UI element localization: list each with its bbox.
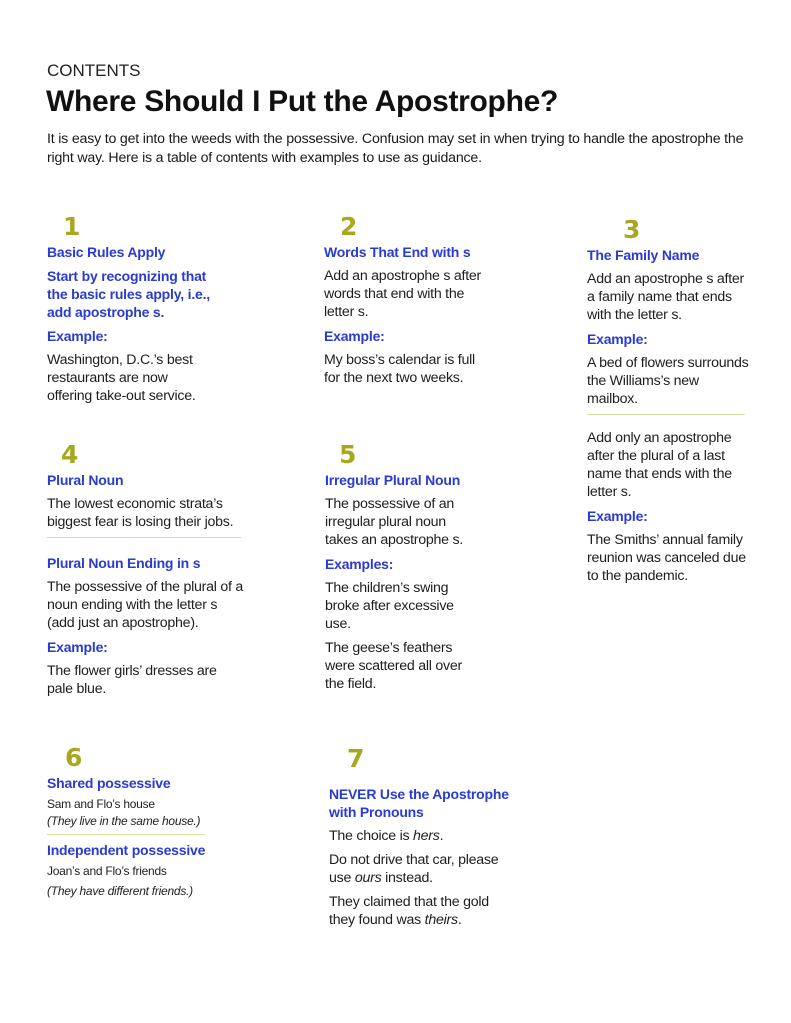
- section-number: 4: [61, 440, 79, 469]
- example-text: Sam and Flo’s house: [47, 797, 155, 811]
- text: instead.: [381, 870, 433, 886]
- section-heading-2: Independent possessive: [47, 842, 206, 858]
- emphasis: hers: [413, 828, 440, 844]
- kicker: CONTENTS: [47, 61, 141, 80]
- section-body: The lowest economic strata’s biggest fear is losing their jobs.: [47, 496, 234, 530]
- section-body-2: The possessive of the plural of a noun ending with the letter s (add just an apostrophe).: [47, 579, 244, 631]
- example-text: A bed of flowers surrounds the Williams’s new mailbox.: [587, 355, 749, 407]
- example-label: Example:: [47, 639, 108, 655]
- pronoun-example-2: [329, 851, 504, 887]
- text: Do not drive that car, please use: [329, 852, 499, 886]
- section-body: Add an apostrophe s after a family name that ends with the letter s.: [587, 271, 745, 323]
- text: .: [439, 828, 444, 844]
- section-heading: Words That End with s: [324, 244, 471, 260]
- section-heading: NEVER Use the Apostrophe with Pronouns: [329, 786, 509, 820]
- example-note: (They live in the same house.): [47, 814, 201, 828]
- section-2: [324, 214, 494, 393]
- example-label: Example:: [324, 328, 385, 344]
- section-body: Add an apostrophe s after words that end with the letter s.: [324, 268, 482, 320]
- example-text: Washington, D.C.’s best restaurants are now offering take-out service.: [47, 352, 196, 404]
- section-number: 2: [340, 212, 358, 241]
- divider: [587, 414, 745, 415]
- text: The choice is: [329, 828, 414, 844]
- section-3: [587, 217, 752, 591]
- text: .: [457, 912, 462, 928]
- divider: [47, 537, 241, 538]
- section-number: 3: [623, 215, 641, 244]
- pronoun-example-1: [329, 827, 509, 845]
- section-number: 1: [63, 212, 81, 241]
- page-title: Where Should I Put the Apostrophe?: [46, 85, 559, 118]
- intro-paragraph: It is easy to get into the weeds with the possessive. Confusion may set in when trying to handle the apostrophe the right way. Here is a table of contents with examples to use as guidance.: [47, 131, 744, 166]
- example-text-2: The geese’s feathers were scattered all over the field.: [325, 640, 462, 692]
- text: They claimed that the gold they found was: [329, 894, 489, 928]
- example-label: Example:: [47, 328, 108, 344]
- example-label: Example:: [587, 331, 648, 347]
- example-text: The flower girls’ dresses are pale blue.: [47, 663, 217, 697]
- emphasis: theirs: [424, 912, 458, 928]
- example-note-2: (They have different friends.): [47, 884, 193, 898]
- section-heading: Shared possessive: [47, 775, 171, 791]
- section-1: [47, 214, 247, 411]
- section-heading: The Family Name: [587, 247, 700, 263]
- example-label: Examples:: [325, 556, 394, 572]
- section-number: 6: [65, 743, 83, 772]
- section-4: [47, 442, 247, 704]
- divider: [47, 834, 205, 835]
- emphasis: ours: [354, 870, 382, 886]
- pronoun-example-3: [329, 893, 499, 929]
- section-7: [329, 746, 509, 935]
- example-text: My boss’s calendar is full for the next two weeks.: [324, 352, 475, 386]
- section-heading-2: Plural Noun Ending in s: [47, 555, 201, 571]
- section-number: 7: [347, 744, 365, 773]
- example-text-2: The Smiths’ annual family reunion was canceled due to the pandemic.: [587, 532, 746, 584]
- section-5: [325, 442, 495, 699]
- example-text-1: The children’s swing broke after excessive use.: [325, 580, 454, 632]
- section-6: [47, 745, 247, 900]
- example-text-2: Joan’s and Flo’s friends: [47, 864, 167, 878]
- section-body: The possessive of an irregular plural noun takes an apostrophe s.: [325, 496, 464, 548]
- section-heading: Plural Noun: [47, 472, 124, 488]
- section-number: 5: [339, 440, 357, 469]
- section-heading: Irregular Plural Noun: [325, 472, 461, 488]
- section-subheading: Start by recognizing that the basic rules apply, i.e., add apostrophe s.: [47, 268, 210, 320]
- example-label-2: Example:: [587, 508, 648, 524]
- section-heading: Basic Rules Apply: [47, 244, 166, 260]
- section-body-2: Add only an apostrophe after the plural of a last name that ends with the letter s.: [587, 430, 732, 500]
